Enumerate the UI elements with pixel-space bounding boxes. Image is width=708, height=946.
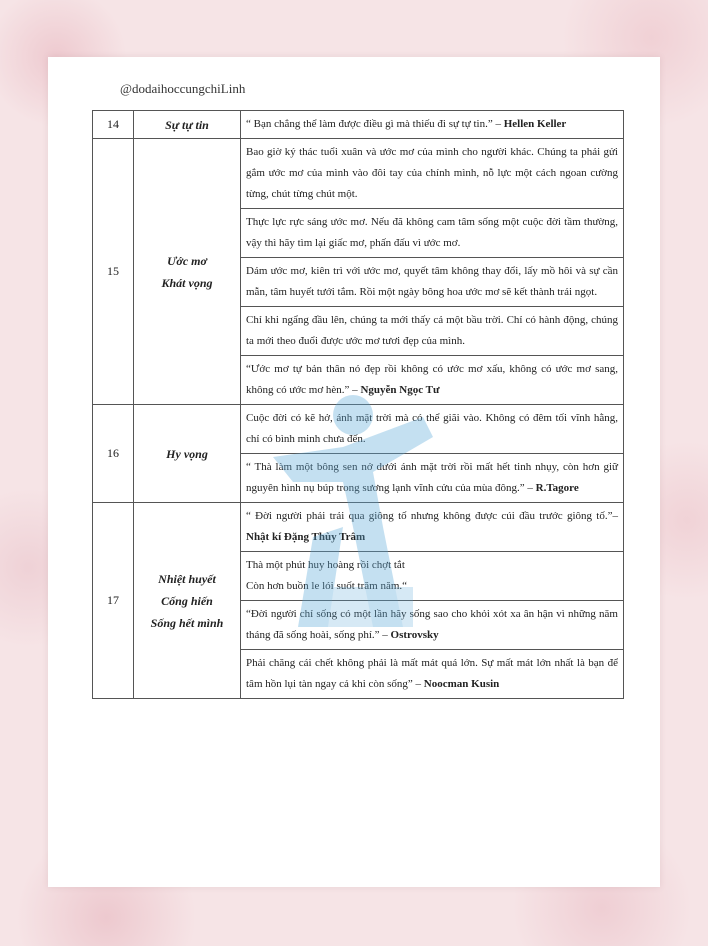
- table-row: [93, 111, 624, 139]
- quote-text: Thực lực rực sáng ước mơ. Nếu đã không cam tâm sống một cuộc đời tầm thường, vậy thì hãy tìm lại giấc mơ, phấn đấu vì ước mơ.: [246, 216, 618, 249]
- quote-cell: [241, 306, 623, 355]
- quote-text: “Đời người chỉ sống có một lần hãy sống sao cho khỏi xót xa ân hận vì những năm tháng đã sống hoài, sống phí.” –: [246, 608, 618, 641]
- row-theme: [134, 503, 241, 699]
- theme-line: Nhiệt huyết: [158, 571, 216, 586]
- quote-text: Bao giờ ký thác tuổi xuân và ước mơ của mình cho người khác. Chúng ta phải gửi gắm ước mơ của mình vào đôi tay của chính mình, nỗ lực một cách ngoan cường từng, chút từng chút một.: [246, 146, 618, 200]
- row-theme: [134, 405, 241, 503]
- quote-text: Cuộc đời có kẽ hở, ánh mặt trời mà có thể giãi vào. Không có đêm tối vĩnh hằng, chỉ có bình minh chưa đến.: [246, 412, 618, 445]
- table-row: [93, 139, 624, 405]
- row-quotes: [241, 503, 624, 699]
- row-number: 16: [93, 405, 134, 503]
- quote-cell: [241, 139, 623, 208]
- quotes-table-body: [93, 111, 624, 699]
- quote-cell: [241, 208, 623, 257]
- quotes-table: [92, 110, 624, 699]
- theme-line: Hy vọng: [166, 446, 208, 461]
- quote-author: Ostrovsky: [390, 629, 439, 641]
- row-theme: [134, 111, 241, 139]
- theme-line: Sống hết mình: [150, 615, 224, 630]
- row-quotes: [241, 111, 624, 139]
- row-number: 15: [93, 139, 134, 405]
- theme-line: Cống hiến: [161, 593, 213, 608]
- quote-text: “ Đời người phải trải qua giông tố nhưng không được cúi đầu trước giông tố.”–: [246, 510, 618, 522]
- row-number: 14: [93, 111, 134, 139]
- quote-text: Thà một phút huy hoàng rồi chợt tắt Còn hơn buồn le lói suốt trăm năm.“: [246, 559, 408, 592]
- quote-author: Nhật kí Đặng Thùy Trâm: [246, 531, 366, 543]
- table-row: [93, 503, 624, 699]
- quote-cell: [241, 503, 623, 551]
- row-theme: [134, 139, 241, 405]
- quote-author: Nguyễn Ngọc Tư: [360, 384, 440, 396]
- row-number: 17: [93, 503, 134, 699]
- author-handle: @dodaihoccungchiLinh: [120, 81, 246, 96]
- quote-text: “ Thà làm một bông sen nở dưới ánh mặt trời rồi mất hết tinh nhụy, còn hơn giữ nguyên hình nụ búp trong sương lạnh vĩnh cửu của mùa đông.” –: [246, 461, 618, 494]
- quote-text: “ Bạn chẳng thể làm được điều gì mà thiếu đi sự tự tin.” –: [246, 118, 504, 130]
- theme-line: Ước mơ: [167, 253, 207, 268]
- quote-cell: [241, 649, 623, 698]
- quote-cell: [241, 355, 623, 404]
- quote-cell: [241, 111, 623, 138]
- quote-text: Dám ước mơ, kiên trì với ước mơ, quyết tâm không thay đổi, lấy mồ hôi và sự cần mẫn, tâm huyết tưới tắm. Rồi một ngày bông hoa ước mơ sẽ kết thành trái ngọt.: [246, 265, 618, 298]
- row-quotes: [241, 139, 624, 405]
- row-quotes: [241, 405, 624, 503]
- quote-author: Hellen Keller: [503, 118, 567, 130]
- quote-cell: [241, 453, 623, 502]
- theme-line: Sự tự tin: [165, 117, 209, 132]
- quote-cell: [241, 405, 623, 453]
- table-row: [93, 405, 624, 503]
- quote-text: “Ước mơ tự bản thân nó đẹp rồi không có ước mơ xấu, không có ước mơ sang, không có ước mơ hèn.” –: [246, 363, 618, 396]
- theme-line: Khát vọng: [161, 275, 213, 290]
- quote-author: R.Tagore: [535, 482, 579, 494]
- quote-cell: [241, 600, 623, 649]
- quote-text: Phải chăng cái chết không phải là mất mát quá lớn. Sự mất mát lớn nhất là bạn để tâm hồn lụi tàn ngay cả khi còn sống” –: [246, 657, 618, 690]
- quote-text: Chỉ khi ngẩng đầu lên, chúng ta mới thấy cả một bầu trời. Chỉ có hành động, chúng ta mới theo đuổi được ước mơ tươi đẹp của mình.: [246, 314, 618, 347]
- document-page: [48, 57, 660, 887]
- quote-cell: [241, 551, 623, 600]
- quote-cell: [241, 257, 623, 306]
- quote-author: Nooсman Kusin: [423, 678, 500, 690]
